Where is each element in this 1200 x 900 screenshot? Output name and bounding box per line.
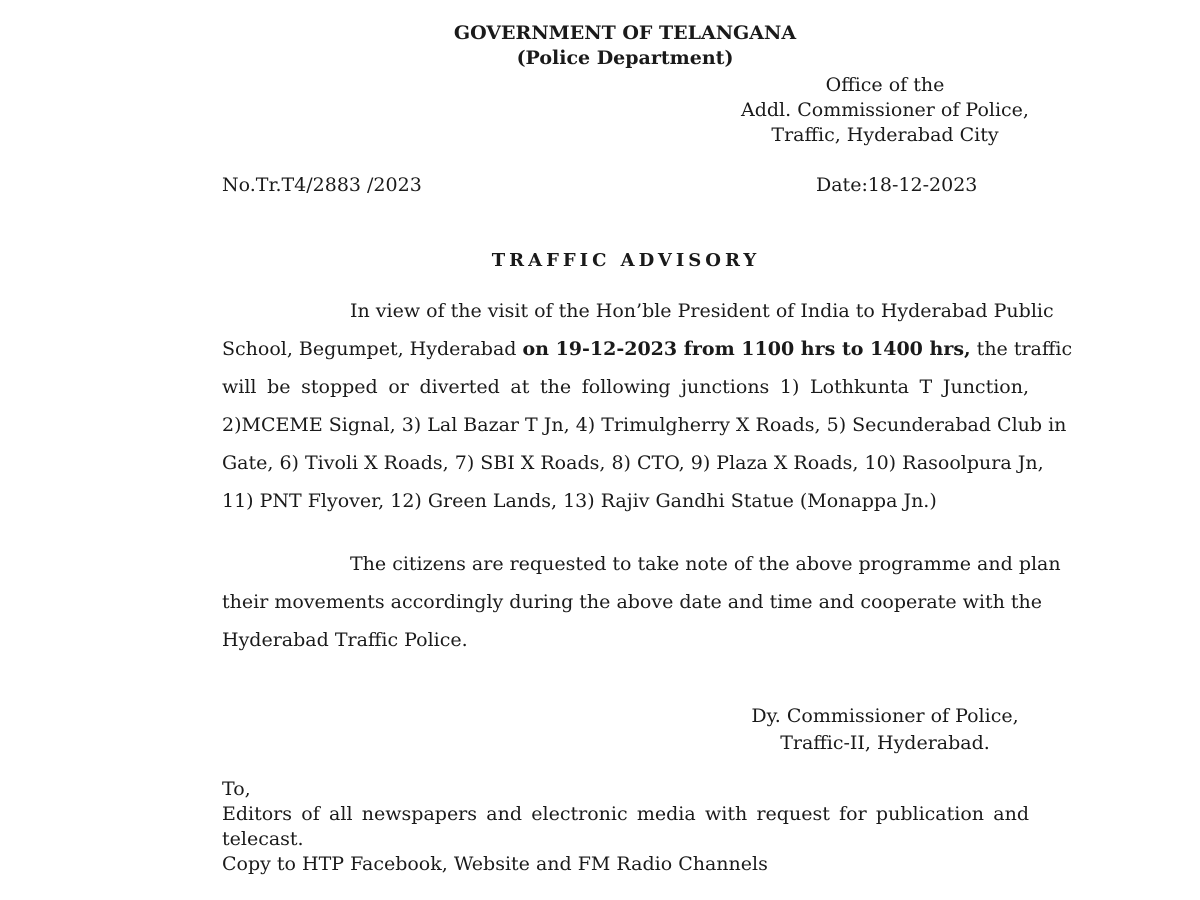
- office-line: Addl. Commissioner of Police,: [741, 99, 1029, 121]
- paragraph-line: Hyderabad Traffic Police.: [222, 629, 468, 651]
- paragraph-line: The citizens are requested to take note of the above programme and plan: [350, 553, 1061, 575]
- paragraph-line: their movements accordingly during the above date and time and cooperate with the: [222, 591, 1042, 613]
- office-address: [700, 73, 1070, 148]
- paragraph-line: 11) PNT Flyover, 12) Green Lands, 13) Rajiv Gandhi Statue (Monappa Jn.): [222, 490, 937, 512]
- recipients-block: [222, 777, 1029, 877]
- advisory-paragraph: [222, 292, 1073, 520]
- office-line: Traffic, Hyderabad City: [771, 124, 999, 146]
- recipient-line: telecast.: [222, 828, 304, 850]
- request-paragraph: [222, 545, 1061, 659]
- office-line: Office of the: [825, 74, 945, 96]
- paragraph-text: the traffic: [970, 338, 1073, 360]
- signatory-title: Dy. Commissioner of Police,: [751, 705, 1019, 727]
- advisory-title: TRAFFIC ADVISORY: [491, 250, 761, 271]
- paragraph-line: will be stopped or diverted at the following junctions 1) Lothkunta T Junction,: [222, 376, 1029, 398]
- date-time-highlight: on 19-12-2023 from 1100 hrs to 1400 hrs,: [522, 338, 971, 360]
- to-label: To,: [222, 778, 251, 800]
- signature-block: [690, 703, 1080, 757]
- government-title: GOVERNMENT OF TELANGANA: [453, 22, 797, 44]
- recipient-line: Editors of all newspapers and electronic media with request for publication and: [222, 803, 1029, 825]
- paragraph-text: School, Begumpet, Hyderabad: [222, 338, 523, 360]
- signatory-unit: Traffic-II, Hyderabad.: [780, 732, 990, 754]
- paragraph-line: Gate, 6) Tivoli X Roads, 7) SBI X Roads, 8) CTO, 9) Plaza X Roads, 10) Rasoolpura Jn,: [222, 452, 1044, 474]
- paragraph-line: In view of the visit of the Hon’ble President of India to Hyderabad Public: [350, 300, 1054, 322]
- department-subtitle: (Police Department): [516, 47, 734, 69]
- paragraph-line: [222, 330, 1073, 368]
- paragraph-line: 2)MCEME Signal, 3) Lal Bazar T Jn, 4) Trimulgherry X Roads, 5) Secunderabad Club in: [222, 414, 1067, 436]
- reference-date: Date:18-12-2023: [816, 174, 978, 196]
- copy-to-line: Copy to HTP Facebook, Website and FM Radio Channels: [222, 853, 768, 875]
- reference-number: No.Tr.T4/2883 /2023: [222, 174, 422, 196]
